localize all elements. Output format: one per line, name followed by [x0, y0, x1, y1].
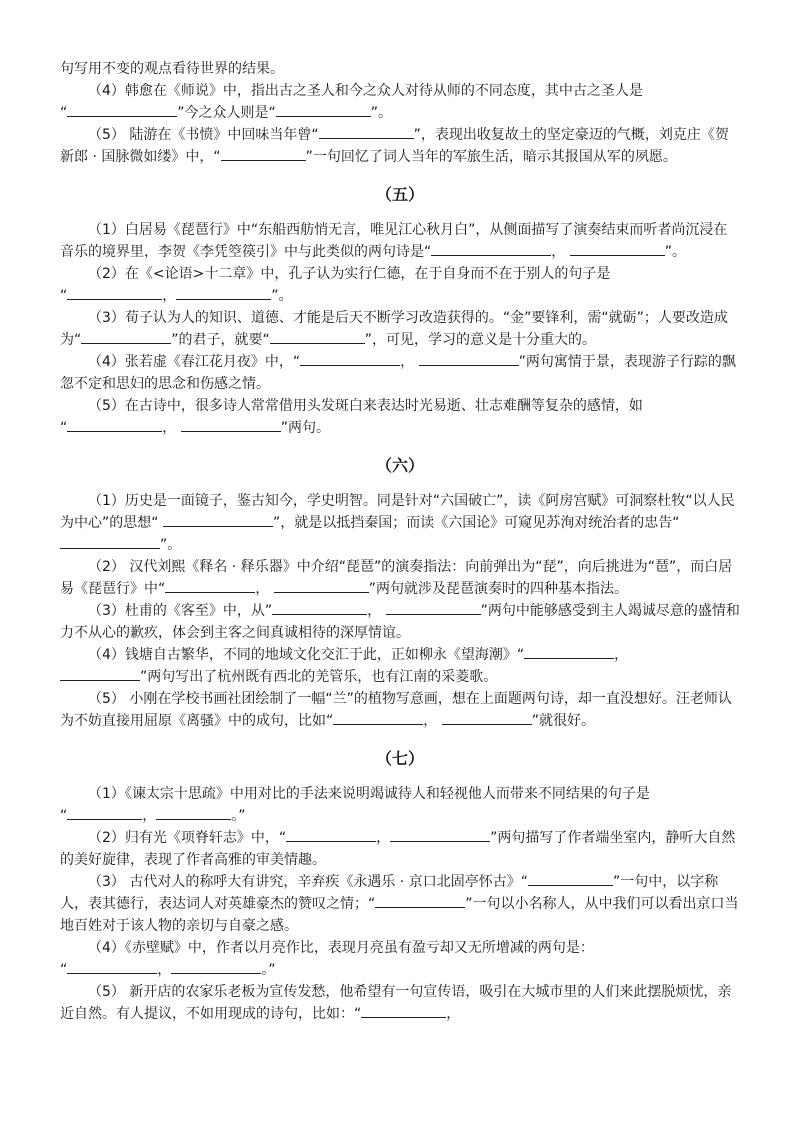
answer-blank[interactable]: [171, 961, 261, 974]
text: ”，表现出收复故土的坚定豪迈的气概，刘克庄《贺新郎 · 国脉微如缕》中，“: [60, 127, 729, 165]
answer-blank[interactable]: [60, 536, 160, 549]
text: （5） 新开店的农家乐老板为宣传发愁，他希望有一句宣传语，吸引在大城市里的人们来此摆脱烦忧，亲近自然。有人提议，不如用现成的诗句，比如：“: [60, 984, 732, 1022]
text: （4）张若虚《春江花月夜》中，“: [88, 354, 301, 370]
text: ”。: [160, 537, 182, 553]
answer-blank[interactable]: [286, 829, 376, 842]
text: ”今之众人则是“: [177, 105, 276, 121]
text: ，: [157, 962, 172, 978]
text: ”，就是以抵挡秦国；而读《六国论》可窥见苏洵对统治者的忠告“: [272, 515, 680, 531]
text: ”。: [370, 105, 393, 121]
text: ”一句回忆了词人当年的军旅生活，暗示其报国从军的夙愿。: [305, 149, 677, 165]
text: （5）在古诗中，很多诗人常常借用头发斑白来表达时光易逝、壮志难酬等复杂的感情，如: [88, 398, 643, 414]
sec5-q5: [60, 395, 740, 439]
text: “: [60, 288, 68, 304]
sec5-q1: [60, 219, 740, 263]
section-heading-5: （五）: [375, 185, 424, 204]
answer-blank[interactable]: [67, 104, 177, 117]
text: ，: [142, 808, 157, 824]
sec4-q5: [60, 124, 740, 168]
sec7-q2: [60, 827, 740, 871]
text: （1）《谏太宗十思疏》中用对比的手法来说明竭诚待人和轻视他人而带来不同结果的句子是: [88, 786, 650, 802]
sec6-q2: [60, 556, 740, 600]
text: ”两句中能够感受到主人竭诚尽意的盛情和力不从心的歉疚，体会到主客之间真诚相待的深厚情谊。: [60, 603, 740, 641]
text: ，: [255, 581, 270, 597]
answer-blank[interactable]: [272, 602, 367, 615]
answer-blank[interactable]: [361, 1005, 446, 1018]
answer-blank[interactable]: [386, 602, 481, 615]
answer-blank[interactable]: [67, 419, 162, 432]
answer-blank[interactable]: [274, 580, 369, 593]
answer-blank[interactable]: [165, 580, 255, 593]
answer-blank[interactable]: [524, 646, 614, 659]
answer-blank[interactable]: [375, 895, 465, 908]
text: ”的君子，就要“: [171, 332, 270, 348]
answer-blank[interactable]: [442, 712, 532, 725]
sec7-q4: [60, 937, 740, 981]
text: ，: [400, 354, 415, 370]
text: （3） 古代对人的称呼大有讲究，辛弃疾《永遇乐 · 京口北固亭怀古》“: [88, 874, 528, 890]
answer-blank[interactable]: [431, 243, 551, 256]
answer-blank[interactable]: [300, 353, 400, 366]
answer-blank[interactable]: [570, 243, 665, 256]
text: “: [60, 105, 68, 121]
answer-blank[interactable]: [270, 331, 365, 344]
sec7-q5: [60, 981, 740, 1025]
text: ，: [446, 1006, 461, 1022]
text: （3）杜甫的《客至》中，从”: [88, 603, 273, 619]
document-page: [60, 58, 740, 1025]
answer-blank[interactable]: [156, 807, 231, 820]
text: ，: [367, 603, 382, 619]
answer-blank[interactable]: [181, 419, 281, 432]
answer-blank[interactable]: [319, 126, 414, 139]
text: “: [60, 420, 68, 436]
text: ”两句寓情于景，表现游子行踪的飘忽不定和思妇的思念和伤感之情。: [60, 354, 736, 392]
text: ”两句。: [280, 420, 330, 436]
answer-blank[interactable]: [528, 873, 613, 886]
answer-blank[interactable]: [276, 104, 371, 117]
text: ”。: [271, 288, 293, 304]
text: （2）在《<论语>十二章》中，孔子认为实行仁德，在于自身而不在于别人的句子是: [88, 266, 611, 282]
text: （5） 小刚在学校书画社团绘制了一幅“兰”的植物写意画，想在上面题两句诗，却一直没想好。汪老师认为不妨直接用屈原《离骚》中的成句，比如“: [60, 691, 732, 729]
text: “: [60, 808, 68, 824]
sec6-q5: [60, 688, 740, 732]
sec5-q2: [60, 263, 740, 307]
answer-blank[interactable]: [176, 287, 271, 300]
text: （1）历史是一面镜子，鉴古知今，学史明智。同是针对“六国破亡”，读《阿房宫赋》可洞察杜牧“以人民为中心”的思想“: [60, 493, 735, 531]
section-heading-6: （六）: [375, 456, 424, 475]
answer-blank[interactable]: [221, 148, 306, 161]
text: ，: [162, 288, 177, 304]
sec6-q1: [60, 490, 740, 556]
text: ”两句写出了杭州既有西北的羌管乐，也有江南的采菱歌。: [140, 669, 498, 685]
section-heading-7: （七）: [375, 749, 424, 768]
answer-blank[interactable]: [81, 331, 171, 344]
text: ”，可见，学习的意义是十分重大的。: [364, 332, 597, 348]
text: （1）白居易《琵琶行》中“东船西舫悄无言，唯见江心秋月白”，从侧面描写了演奏结束而听者尚沉浸在音乐的境界里，李贺《李凭箜篌引》中与此类似的两句诗是“: [60, 222, 728, 260]
text: “: [60, 962, 68, 978]
answer-blank[interactable]: [60, 668, 140, 681]
text: ”。: [664, 244, 686, 260]
answer-blank[interactable]: [67, 287, 162, 300]
text: 。”: [261, 962, 276, 978]
sec7-q3: [60, 871, 740, 937]
text: ，: [614, 647, 629, 663]
text: ”就很好。: [531, 713, 595, 729]
text: （2） 汉代刘熙《释名 · 释乐器》中介绍“琵琶”的演奏指法：向前弹出为“琵”，向后挑进为“琶”，而白居易《琵琶行》中“: [60, 559, 733, 597]
answer-blank[interactable]: [390, 829, 490, 842]
sec4-q4: [60, 80, 740, 124]
text: ，: [551, 244, 566, 260]
text: （2）归有光《项脊轩志》中，“: [88, 830, 287, 846]
sec5-q3: [60, 307, 740, 351]
text: （4）韩愈在《师说》中，指出古之圣人和今之众人对待从师的不同态度，其中古之圣人是: [88, 83, 643, 99]
text: ”一句以小名称人，从中我们可以看出京口当地百姓对于该人物的亲切与自豪之感。: [60, 896, 739, 934]
answer-blank[interactable]: [419, 353, 519, 366]
sec6-q3: [60, 600, 740, 644]
text: 句写用不变的观点看待世界的结果。: [60, 61, 284, 77]
sec4-q3-tail: [60, 58, 740, 80]
text: ，: [162, 420, 177, 436]
answer-blank[interactable]: [67, 961, 157, 974]
text: （4）钱塘自古繁华，不同的地域文化交汇于此，正如柳永《望海潮》“: [88, 647, 525, 663]
text: 。”: [231, 808, 246, 824]
text: ，: [423, 713, 438, 729]
answer-blank[interactable]: [163, 514, 273, 527]
text: ”两句就涉及琵琶演奏时的四种基本指法。: [368, 581, 628, 597]
text: （4）《赤壁赋》中，作者以月亮作比，表现月亮虽有盈亏却又无所增减的两句是：: [88, 940, 594, 956]
sec7-q1: [60, 783, 740, 827]
text: ”一句中，以字称人，表其德行，表达词人对英雄豪杰的赞叹之情；“: [60, 874, 719, 912]
text: ，: [376, 830, 391, 846]
text: （5） 陆游在《书愤》中回味当年曾“: [88, 127, 319, 143]
text: （3）荀子认为人的知识、道德、才能是后天不断学习改造获得的。“金”要锋利，需“就砺”；人要改造成为“: [60, 310, 728, 348]
text: ”两句描写了作者端坐室内，静听大自然的美好旋律，表现了作者高雅的审美情趣。: [60, 830, 736, 868]
sec6-q4: [60, 644, 740, 688]
answer-blank[interactable]: [67, 807, 142, 820]
sec5-q4: [60, 351, 740, 395]
answer-blank[interactable]: [333, 712, 423, 725]
